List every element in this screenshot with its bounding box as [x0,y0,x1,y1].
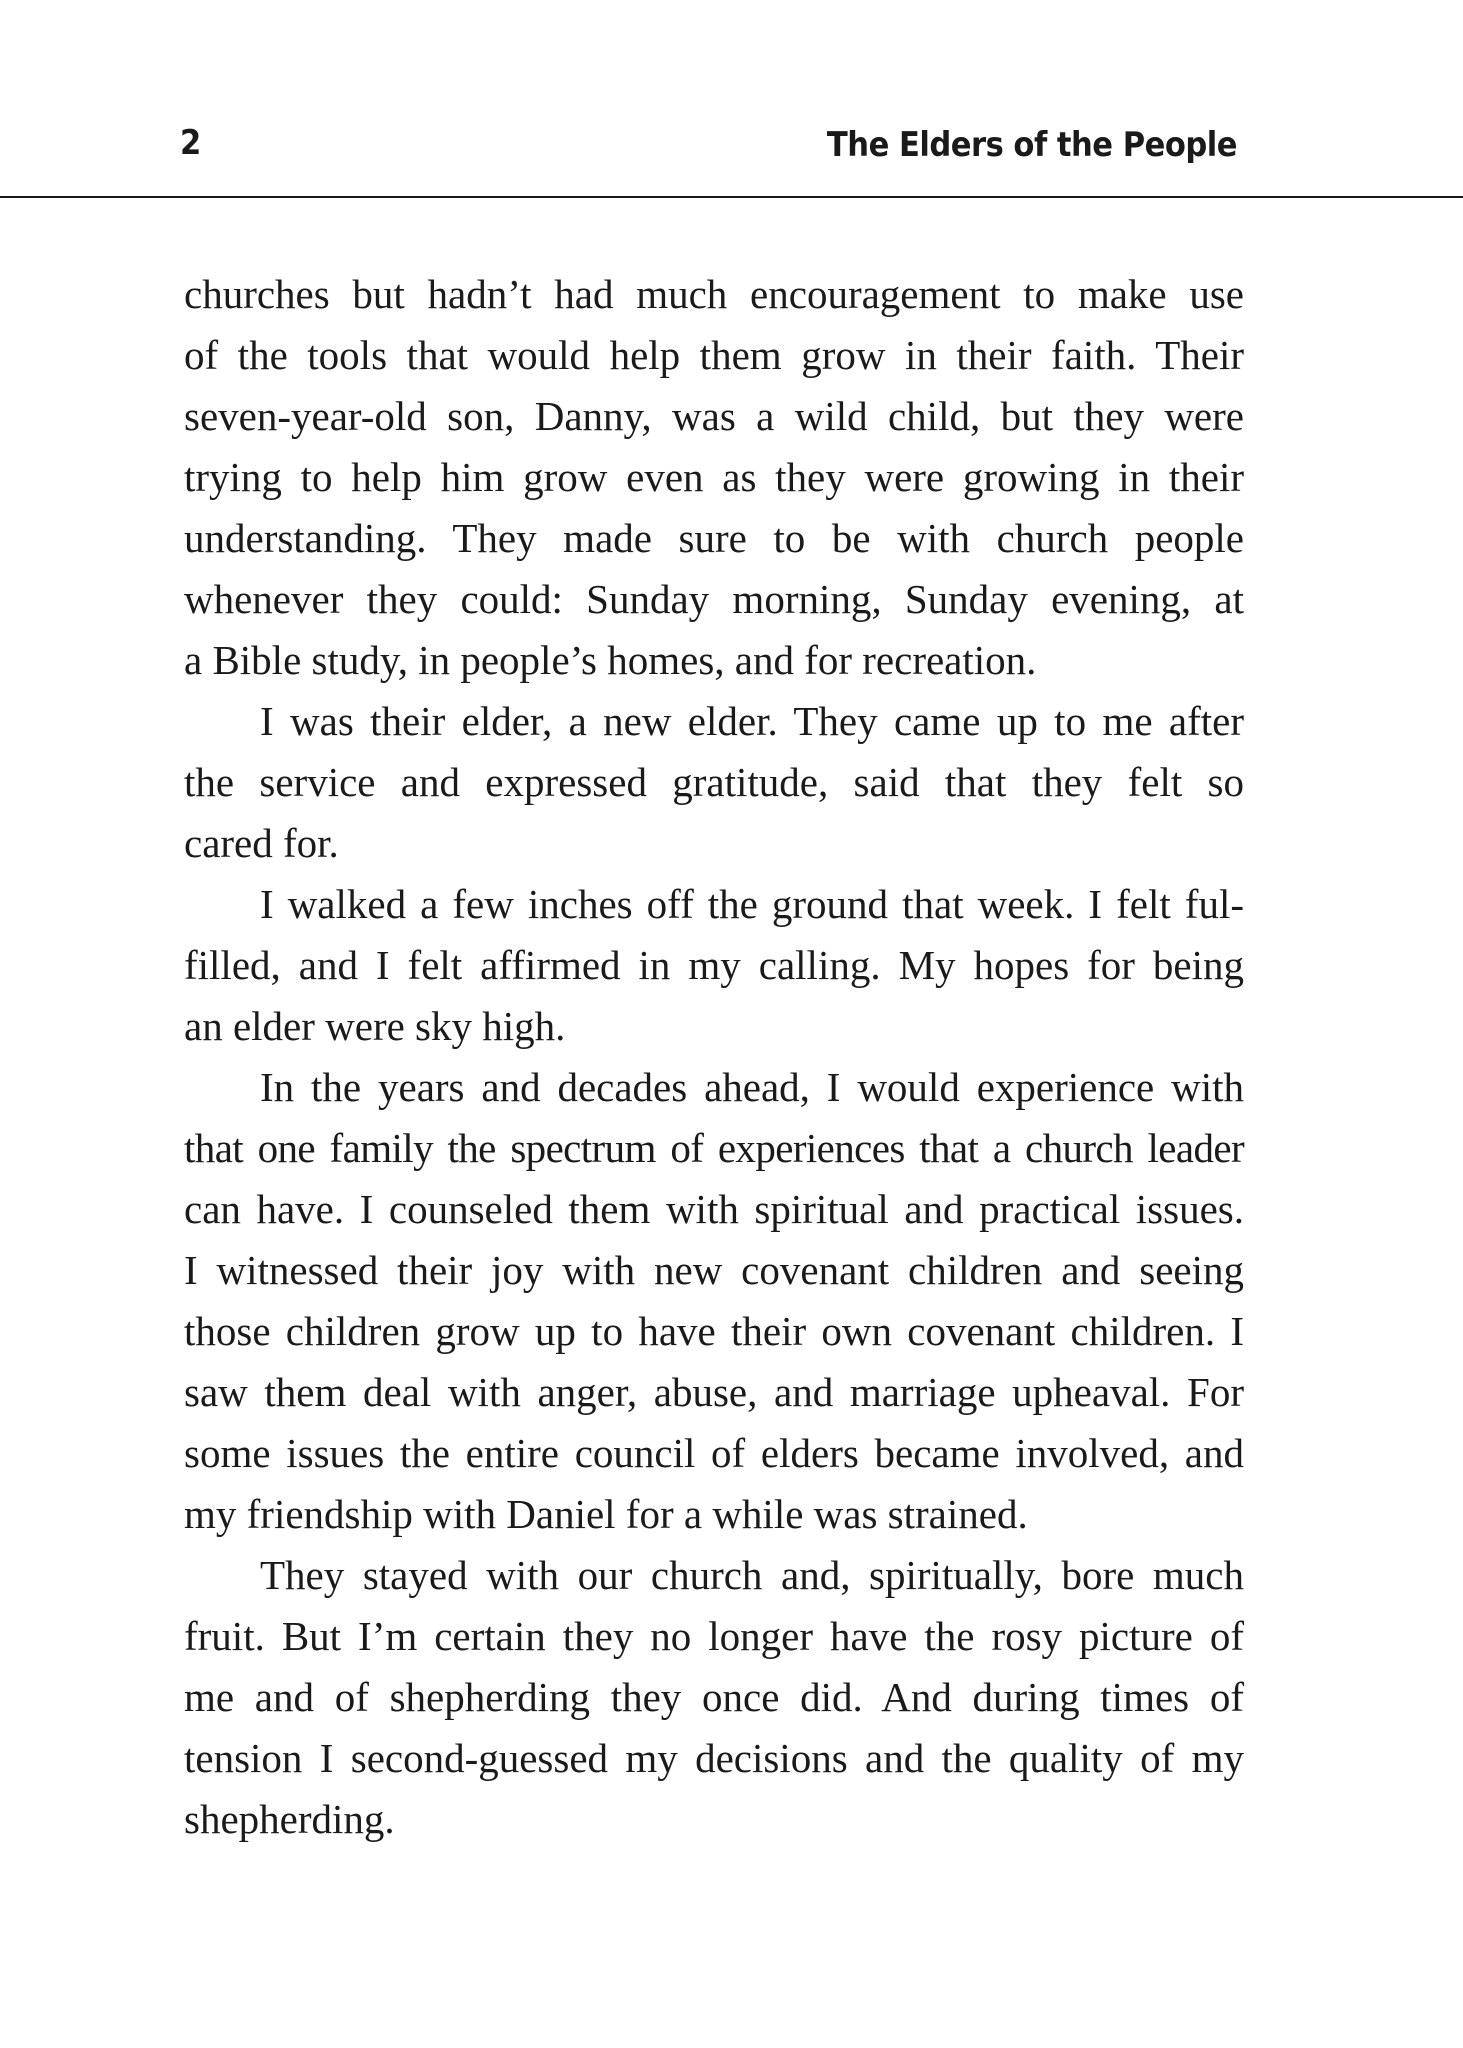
text-line: I walked a few inches off the ground that week. I felt ful- [260,881,1244,927]
text-line: a Bible study, in people’s homes, and for recreation. [184,637,1037,683]
text-line: cared for. [184,820,339,866]
text-line: filled, and I felt affirmed in my calling. My hopes for being [184,942,1244,988]
text-line: trying to help him grow even as they were growing in their [184,454,1244,500]
text-line: me and of shepherding they once did. And during times of [184,1674,1244,1720]
text-line: I was their elder, a new elder. They came up to me after [260,698,1244,744]
text-line: understanding. They made sure to be with church people [184,515,1244,561]
running-head [0,0,1463,198]
text-line: my friendship with Daniel for a while was strained. [184,1491,1028,1537]
text-line: tension I second-guessed my decisions and the quality of my [184,1735,1244,1781]
text-line: In the years and decades ahead, I would experience with [260,1064,1244,1110]
text-line: They stayed with our church and, spiritually, bore much [260,1552,1244,1598]
body-text [184,264,1244,1850]
text-line: of the tools that would help them grow in their faith. Their [184,332,1244,378]
text-line: saw them deal with anger, abuse, and marriage upheaval. For [184,1369,1244,1415]
text-line: those children grow up to have their own covenant children. I [184,1308,1244,1354]
text-line: churches but hadn’t had much encouragement to make use [184,271,1244,317]
text-line: an elder were sky high. [184,1003,566,1049]
text-line: the service and expressed gratitude, said that they felt so [184,759,1244,805]
text-line: shepherding. [184,1796,395,1842]
text-line: whenever they could: Sunday morning, Sunday evening, at [184,576,1244,622]
text-line: can have. I counseled them with spiritual and practical issues. [184,1186,1244,1232]
text-line: I witnessed their joy with new covenant children and seeing [184,1247,1244,1293]
text-line: seven-year-old son, Danny, was a wild child, but they were [184,393,1244,439]
text-line: that one family the spectrum of experiences that a church leader [184,1125,1244,1171]
page-number: 2 [180,123,202,163]
text-line: some issues the entire council of elders became involved, and [184,1430,1244,1476]
book-title: The Elders of the People [826,125,1237,165]
text-line: fruit. But I’m certain they no longer have the rosy picture of [184,1613,1244,1659]
